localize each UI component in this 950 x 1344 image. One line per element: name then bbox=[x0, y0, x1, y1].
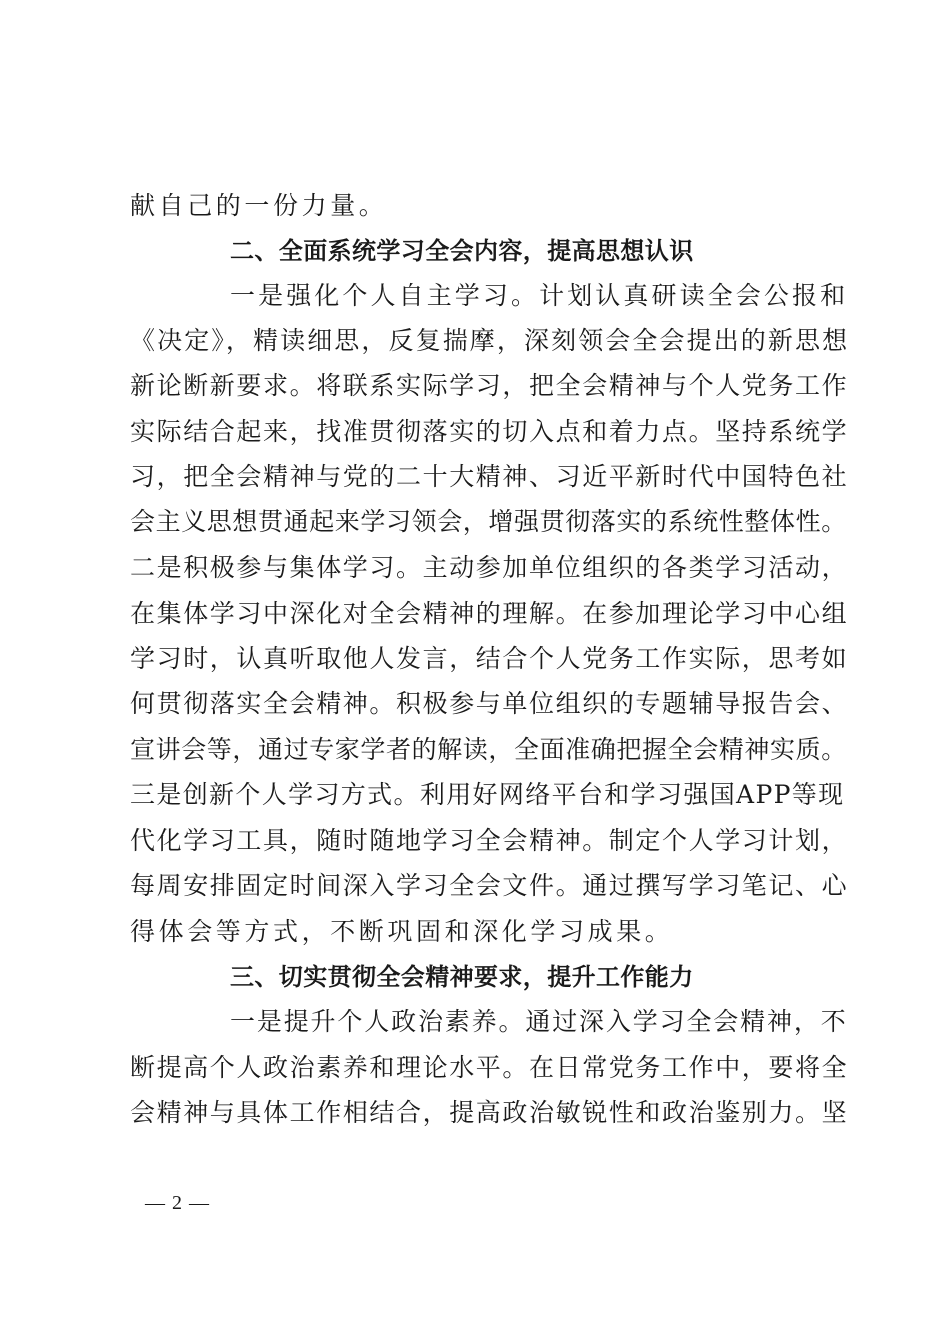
body-text-line: 献自己的一份力量。 bbox=[130, 191, 388, 220]
body-text-line: 《决定》，精读细思，反复揣摩，深刻领会全会提出的新思想 bbox=[130, 326, 850, 355]
body-text-line: 一是提升个人政治素养。通过深入学习全会精神，不 bbox=[230, 1007, 848, 1036]
section-heading-2: 二、全面系统学习全会内容，提高思想认识 bbox=[230, 237, 694, 265]
body-text-line: 一是强化个人自主学习。计划认真研读全会公报和 bbox=[230, 281, 849, 310]
body-text-line: 代化学习工具，随时随地学习全会精神。制定个人学习计划， bbox=[130, 826, 849, 855]
body-text-line: 实际结合起来，找准贯彻落实的切入点和着力点。坚持系统学 bbox=[130, 417, 849, 446]
body-text-line: 得体会等方式，不断巩固和深化学习成果。 bbox=[130, 917, 674, 946]
body-text-line: 宣讲会等，通过专家学者的解读，全面准确把握全会精神实质。 bbox=[130, 735, 847, 764]
body-text-line: 在集体学习中深化对全会精神的理解。在参加理论学习中心组 bbox=[130, 599, 849, 628]
body-text-line: 学习时，认真听取他人发言，结合个人党务工作实际，思考如 bbox=[130, 644, 849, 673]
body-text-line: 习，把全会精神与党的二十大精神、习近平新时代中国特色社 bbox=[130, 462, 849, 491]
body-text-line: 新论断新要求。将联系实际学习，把全会精神与个人党务工作 bbox=[130, 371, 849, 400]
page-number: — 2 — bbox=[145, 1192, 210, 1214]
section-heading-3: 三、切实贯彻全会精神要求，提升工作能力 bbox=[230, 963, 694, 991]
body-text-line: 会精神与具体工作相结合，提高政治敏锐性和政治鉴别力。坚 bbox=[130, 1098, 849, 1127]
body-text-line: 断提高个人政治素养和理论水平。在日常党务工作中，要将全 bbox=[130, 1053, 849, 1082]
body-text-line: 何贯彻落实全会精神。积极参与单位组织的专题辅导报告会、 bbox=[130, 689, 849, 718]
body-text-line: 三是创新个人学习方式。利用好网络平台和学习强国APP等现 bbox=[130, 780, 845, 809]
body-text-line: 会主义思想贯通起来学习领会，增强贯彻落实的系统性整体性。 bbox=[130, 507, 847, 536]
body-text-line: 每周安排固定时间深入学习全会文件。通过撰写学习笔记、心 bbox=[130, 871, 849, 900]
body-text-line: 二是积极参与集体学习。主动参加单位组织的各类学习活动， bbox=[130, 553, 849, 582]
